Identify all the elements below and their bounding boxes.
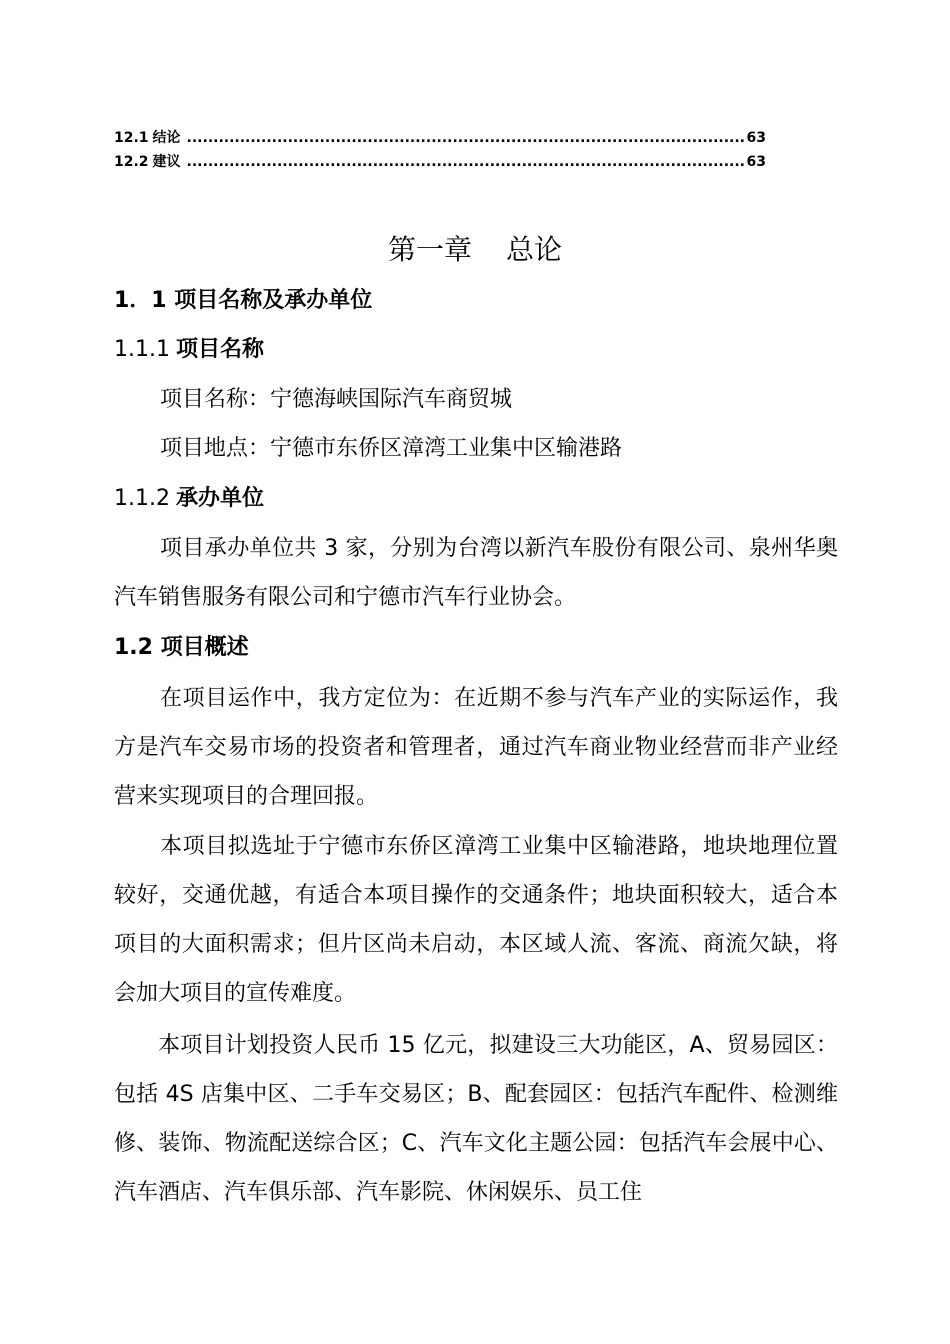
subsection-number: 1.1.1: [114, 337, 170, 362]
paragraph: 本项目拟选址于宁德市东侨区漳湾工业集中区输港路，地块地理位置较好，交通优越，有适合本项目操作的交通条件；地块面积较大，适合本项目的大面积需求；但片区尚未启动，本区域人流、客流、商流欠缺，将会加大项目的宣传难度。: [114, 834, 838, 1006]
subsection-heading-1-1-1: [114, 333, 264, 367]
paragraph: 项目承办单位共 3 家，分别为台湾以新汽车股份有限公司、泉州华奥汽车销售服务有限公司和宁德市汽车行业协会。: [114, 536, 838, 610]
project-location-line: 项目地点：宁德市东侨区漳湾工业集中区输港路: [160, 436, 623, 461]
toc-entry-number: 12.1: [114, 130, 149, 146]
overview-paragraph-block-3: [114, 1021, 838, 1217]
subsection-title: 项目名称: [175, 337, 264, 362]
paragraph: 本项目计划投资人民币 15 亿元，拟建设三大功能区，A、贸易园区：包括 4S 店集中区、二手车交易区；B、配套园区：包括汽车配件、检测维修、装饰、物流配送综合区；C、汽车文化主题公园：包括汽车会展中心、汽车酒店、汽车俱乐部、汽车影院、休闲娱乐、员工住: [114, 1033, 838, 1205]
toc-entry-title: 结论: [152, 130, 181, 146]
chapter-name: 总论: [506, 233, 563, 266]
paragraph: 在项目运作中，我方定位为：在近期不参与汽车产业的实际运作，我方是汽车交易市场的投资者和管理者，通过汽车商业物业经营而非产业经营来实现项目的合理回报。: [114, 686, 838, 809]
subsection-number: 1.1.2: [114, 486, 170, 511]
chapter-number: 第一章: [387, 233, 472, 266]
toc-leader-dots: [187, 126, 745, 150]
overview-paragraph-block-2: [114, 822, 838, 1018]
organizer-paragraph-block: [114, 524, 838, 622]
project-name-line: 项目名称：宁德海峡国际汽车商贸城: [160, 387, 513, 412]
table-of-contents: [114, 126, 766, 174]
section-heading-1-2: 1.2 项目概述: [114, 635, 249, 660]
section-heading-1-1: 1．1 项目名称及承办单位: [114, 288, 373, 313]
toc-entry-page: 63: [746, 154, 766, 170]
toc-entry-number: 12.2: [114, 154, 149, 170]
toc-entry-title: 建议: [152, 154, 181, 170]
overview-paragraph-block-1: [114, 674, 838, 821]
subsection-title: 承办单位: [175, 486, 264, 511]
toc-entry[interactable]: [114, 126, 766, 150]
toc-leader-dots: [187, 150, 745, 174]
toc-entry-page: 63: [746, 130, 766, 146]
toc-entry[interactable]: [114, 150, 766, 174]
chapter-title: [0, 228, 950, 272]
subsection-heading-1-1-2: [114, 482, 264, 516]
